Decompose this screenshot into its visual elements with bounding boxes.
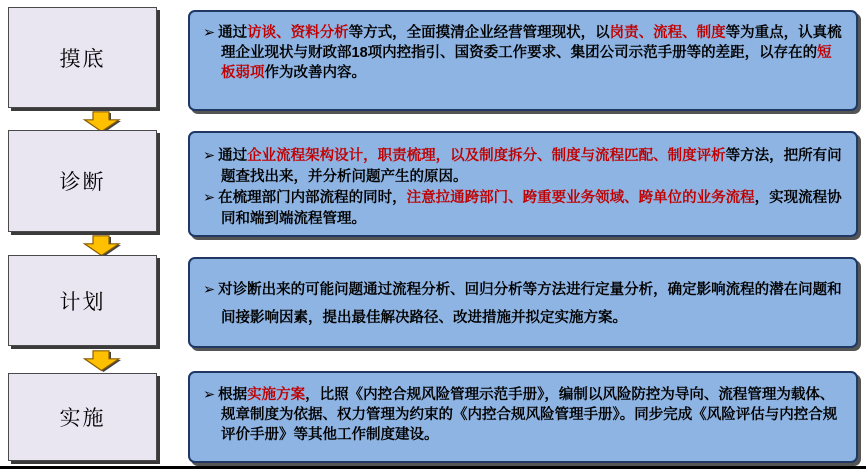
down-arrow-icon xyxy=(82,350,122,372)
stage-label-3: 计划 xyxy=(59,290,106,314)
body-text: ，实现流程协同和端到端流程管理。 xyxy=(221,190,842,227)
body-text: 等方式，全面摸清企业经营管理现状，以 xyxy=(348,25,610,41)
bottom-divider xyxy=(0,466,866,469)
stage-box-2 xyxy=(8,130,157,232)
content-box-3 xyxy=(188,257,858,348)
body-text: ，比照《内控合规风险管理示范手册》，编制以风险防控为导向、流程管理为载体、规章制度为依据、权力管理为约束的《内控合规风险管理手册》。同步完成《风险评估与内控合规评价手册》等其他工作制度建设。 xyxy=(221,387,838,443)
bullet-arrow-icon: ➢ xyxy=(203,190,216,206)
emphasis-text: 短板弱项 xyxy=(221,45,832,81)
down-arrow-icon xyxy=(82,235,122,257)
body-text: 根据 xyxy=(218,387,248,403)
stage-box-1 xyxy=(8,7,157,108)
bullet-item xyxy=(203,23,846,83)
stage-box-3 xyxy=(8,255,157,346)
content-box-2 xyxy=(188,131,858,237)
bullet-arrow-icon: ➢ xyxy=(203,148,216,164)
stage-label-1: 摸底 xyxy=(59,47,106,71)
bullet-arrow-icon: ➢ xyxy=(203,387,216,403)
body-text: 作为改善内容。 xyxy=(264,65,366,81)
bullet-arrow-icon: ➢ xyxy=(203,25,216,41)
content-box-1 xyxy=(188,10,858,111)
emphasis-text: 访谈、资料分析 xyxy=(247,25,349,41)
bullet-item xyxy=(203,146,846,188)
body-text: 通过 xyxy=(218,148,248,164)
emphasis-text: 注意拉通跨部门、跨重要业务领域、跨单位的业务流程 xyxy=(406,190,755,206)
emphasis-text: 企业流程架构设计，职责梳理，以及制度拆分、制度与流程匹配、制度评析 xyxy=(247,148,726,164)
body-text: 对诊断出来的可能问题通过流程分析、回归分析等方法进行定量分析，确定影响流程的潜在问题和间接影响因素，提出最佳解决路径、改进措施并拟定实施方案。 xyxy=(218,282,842,326)
bullet-item xyxy=(203,188,846,230)
stage-box-4 xyxy=(8,373,157,461)
content-box-4 xyxy=(188,371,858,463)
bullet-item xyxy=(203,276,846,332)
stage-label-2: 诊断 xyxy=(59,171,106,194)
bullet-item xyxy=(203,385,846,445)
stage-label-4: 实施 xyxy=(59,407,106,430)
body-text: 在梳理部门内部流程的同时， xyxy=(218,190,407,206)
body-text: 等方法，把所有问题查找出来，并分析问题产生的原因。 xyxy=(221,148,842,185)
bullet-arrow-icon: ➢ xyxy=(203,282,216,298)
emphasis-text: 岗责、流程、制度 xyxy=(609,25,726,41)
body-text: 通过 xyxy=(218,25,248,41)
body-text: 等为重点，认真梳理企业现状与财政部18项内控指引、国资委工作要求、集团公司示范手册等的差距，以存在的 xyxy=(221,25,842,61)
emphasis-text: 实施方案 xyxy=(247,387,306,403)
